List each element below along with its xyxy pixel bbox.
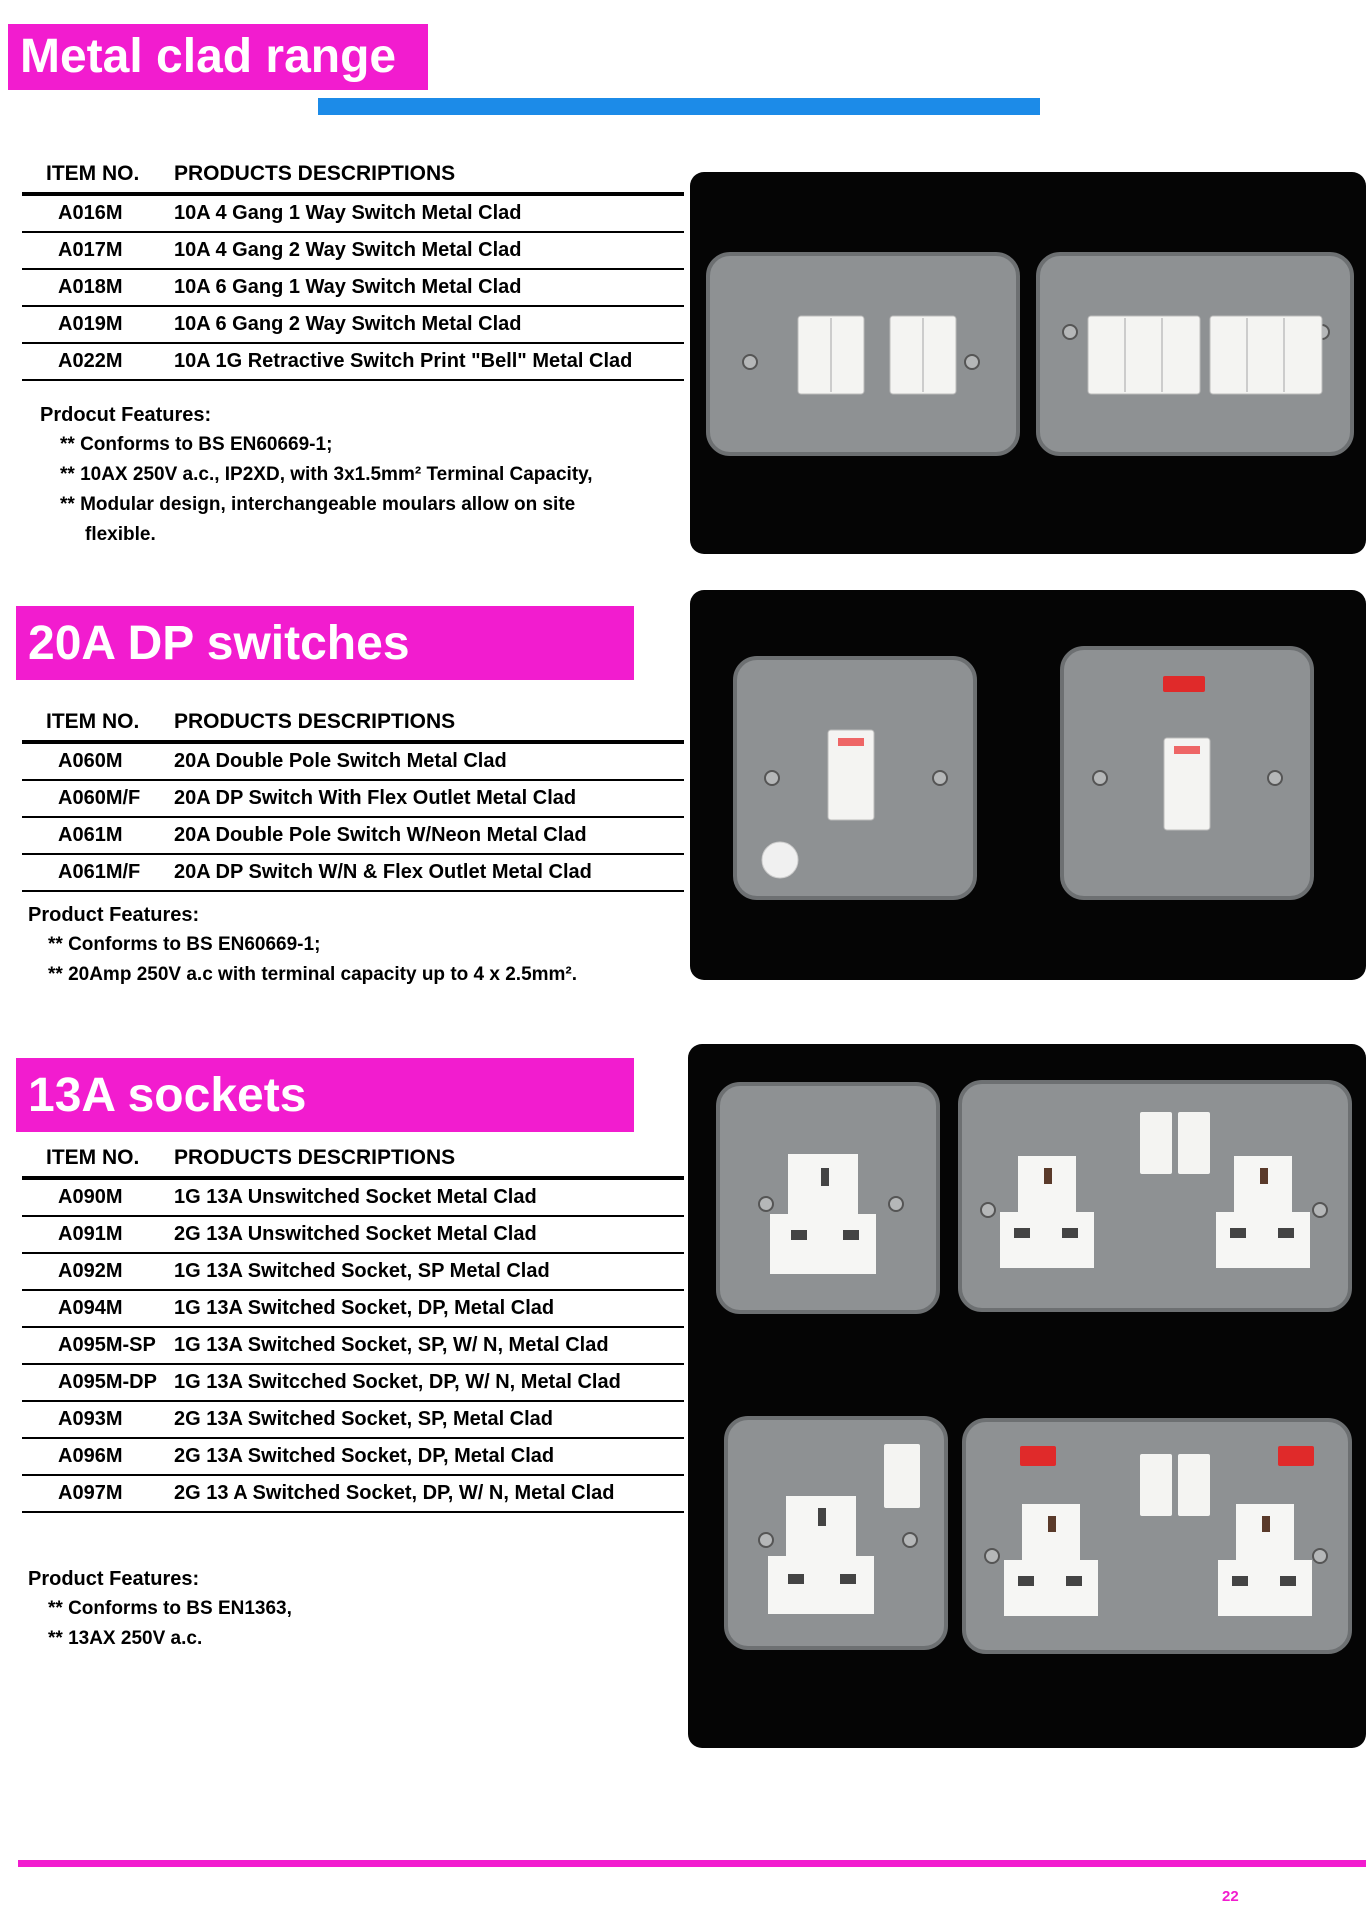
table-row (22, 269, 684, 306)
four-gang-plate (708, 254, 1018, 454)
table-row (22, 780, 684, 817)
item-code: A093M (22, 1401, 174, 1438)
table-row (22, 1178, 684, 1216)
item-description: 1G 13A Switched Socket, SP, W/ N, Metal Clad (174, 1327, 684, 1364)
feature-item: ** Conforms to BS EN1363, (48, 1598, 292, 1619)
features-20a-dp (28, 900, 577, 990)
item-description: 10A 4 Gang 1 Way Switch Metal Clad (174, 194, 684, 232)
table-body (22, 1178, 684, 1512)
item-description: 20A Double Pole Switch Metal Clad (174, 742, 684, 780)
section-title-metal-clad: Metal clad range (8, 24, 428, 90)
table-row (22, 1216, 684, 1253)
table-row (22, 306, 684, 343)
table-row (22, 1401, 684, 1438)
item-description: 10A 6 Gang 2 Way Switch Metal Clad (174, 306, 684, 343)
item-code: A095M-DP (22, 1364, 174, 1401)
item-code: A094M (22, 1290, 174, 1327)
double-switched-neon-socket-plate (964, 1420, 1350, 1652)
item-description: 10A 4 Gang 2 Way Switch Metal Clad (174, 232, 684, 269)
product-table-20a-dp (22, 710, 684, 892)
product-table-13a-sockets (22, 1146, 684, 1513)
item-code: A017M (22, 232, 174, 269)
table-row (22, 1290, 684, 1327)
page-number: 22 (1222, 1888, 1239, 1905)
product-photo-metal-clad-switches (690, 172, 1366, 554)
item-code: A096M (22, 1438, 174, 1475)
col-item-no: ITEM NO. (22, 710, 174, 742)
item-code: A018M (22, 269, 174, 306)
item-code: A061M (22, 817, 174, 854)
feature-item: ** 20Amp 250V a.c with terminal capacity up to 4 x 2.5mm². (48, 964, 578, 985)
table-row (22, 817, 684, 854)
item-description: 1G 13A Switched Socket, DP, Metal Clad (174, 1290, 684, 1327)
item-code: A060M (22, 742, 174, 780)
product-table-metal-clad (22, 162, 684, 381)
dp-switch-neon-plate (1062, 648, 1312, 898)
item-description: 20A DP Switch With Flex Outlet Metal Clad (174, 780, 684, 817)
six-gang-plate (1038, 254, 1352, 454)
feature-item-continuation: flexible. (85, 524, 156, 545)
section-title-20a-dp: 20A DP switches (16, 606, 634, 680)
double-switched-socket-plate (960, 1082, 1350, 1310)
feature-item: ** Modular design, interchangeable moulars allow on site (60, 494, 576, 515)
item-code: A091M (22, 1216, 174, 1253)
dp-switch-flex-plate (735, 658, 975, 898)
item-code: A061M/F (22, 854, 174, 891)
item-description: 10A 1G Retractive Switch Print "Bell" Metal Clad (174, 343, 684, 380)
item-description: 2G 13A Switched Socket, DP, Metal Clad (174, 1438, 684, 1475)
features-title: Prdocut Features: (40, 404, 212, 426)
item-description: 2G 13A Unswitched Socket Metal Clad (174, 1216, 684, 1253)
features-title: Product Features: (28, 1568, 200, 1590)
item-description: 1G 13A Switched Socket, SP Metal Clad (174, 1253, 684, 1290)
item-description: 1G 13A Unswitched Socket Metal Clad (174, 1178, 684, 1216)
col-item-no: ITEM NO. (22, 162, 174, 194)
table-body (22, 194, 684, 380)
item-code: A019M (22, 306, 174, 343)
table-row (22, 343, 684, 380)
table-row (22, 232, 684, 269)
col-description: PRODUCTS DESCRIPTIONS (174, 162, 684, 194)
table-row (22, 1364, 684, 1401)
table-row (22, 1253, 684, 1290)
sockets-illustration (688, 1044, 1366, 1748)
item-code: A097M (22, 1475, 174, 1512)
item-code: A016M (22, 194, 174, 232)
item-description: 10A 6 Gang 1 Way Switch Metal Clad (174, 269, 684, 306)
product-photo-sockets (688, 1044, 1366, 1748)
features-metal-clad (40, 400, 593, 550)
table-row (22, 1475, 684, 1512)
features-title: Product Features: (28, 904, 200, 926)
item-code: A095M-SP (22, 1327, 174, 1364)
table-row (22, 742, 684, 780)
feature-item: ** 13AX 250V a.c. (48, 1628, 203, 1649)
feature-item: ** 10AX 250V a.c., IP2XD, with 3x1.5mm² Terminal Capacity, (60, 464, 593, 485)
section-title-13a-sockets: 13A sockets (16, 1058, 634, 1132)
blue-accent-bar (318, 98, 1040, 115)
features-13a-sockets (28, 1564, 292, 1654)
single-switched-socket-plate (726, 1418, 946, 1648)
item-description: 20A DP Switch W/N & Flex Outlet Metal Clad (174, 854, 684, 891)
table-row (22, 854, 684, 891)
item-code: A090M (22, 1178, 174, 1216)
single-socket-plate (718, 1084, 938, 1312)
col-description: PRODUCTS DESCRIPTIONS (174, 710, 684, 742)
col-description: PRODUCTS DESCRIPTIONS (174, 1146, 684, 1178)
product-photo-dp-switches (690, 590, 1366, 980)
item-code: A092M (22, 1253, 174, 1290)
feature-item: ** Conforms to BS EN60669-1; (48, 934, 321, 955)
item-description: 2G 13A Switched Socket, SP, Metal Clad (174, 1401, 684, 1438)
item-code: A060M/F (22, 780, 174, 817)
dp-switch-illustration (690, 590, 1366, 980)
col-item-no: ITEM NO. (22, 1146, 174, 1178)
switch-plates-illustration (690, 172, 1366, 554)
feature-item: ** Conforms to BS EN60669-1; (60, 434, 333, 455)
table-row (22, 194, 684, 232)
table-row (22, 1327, 684, 1364)
item-code: A022M (22, 343, 174, 380)
item-description: 2G 13 A Switched Socket, DP, W/ N, Metal Clad (174, 1475, 684, 1512)
item-description: 20A Double Pole Switch W/Neon Metal Clad (174, 817, 684, 854)
footer-rule (18, 1860, 1366, 1867)
table-body (22, 742, 684, 891)
item-description: 1G 13A Switcched Socket, DP, W/ N, Metal Clad (174, 1364, 684, 1401)
table-row (22, 1438, 684, 1475)
